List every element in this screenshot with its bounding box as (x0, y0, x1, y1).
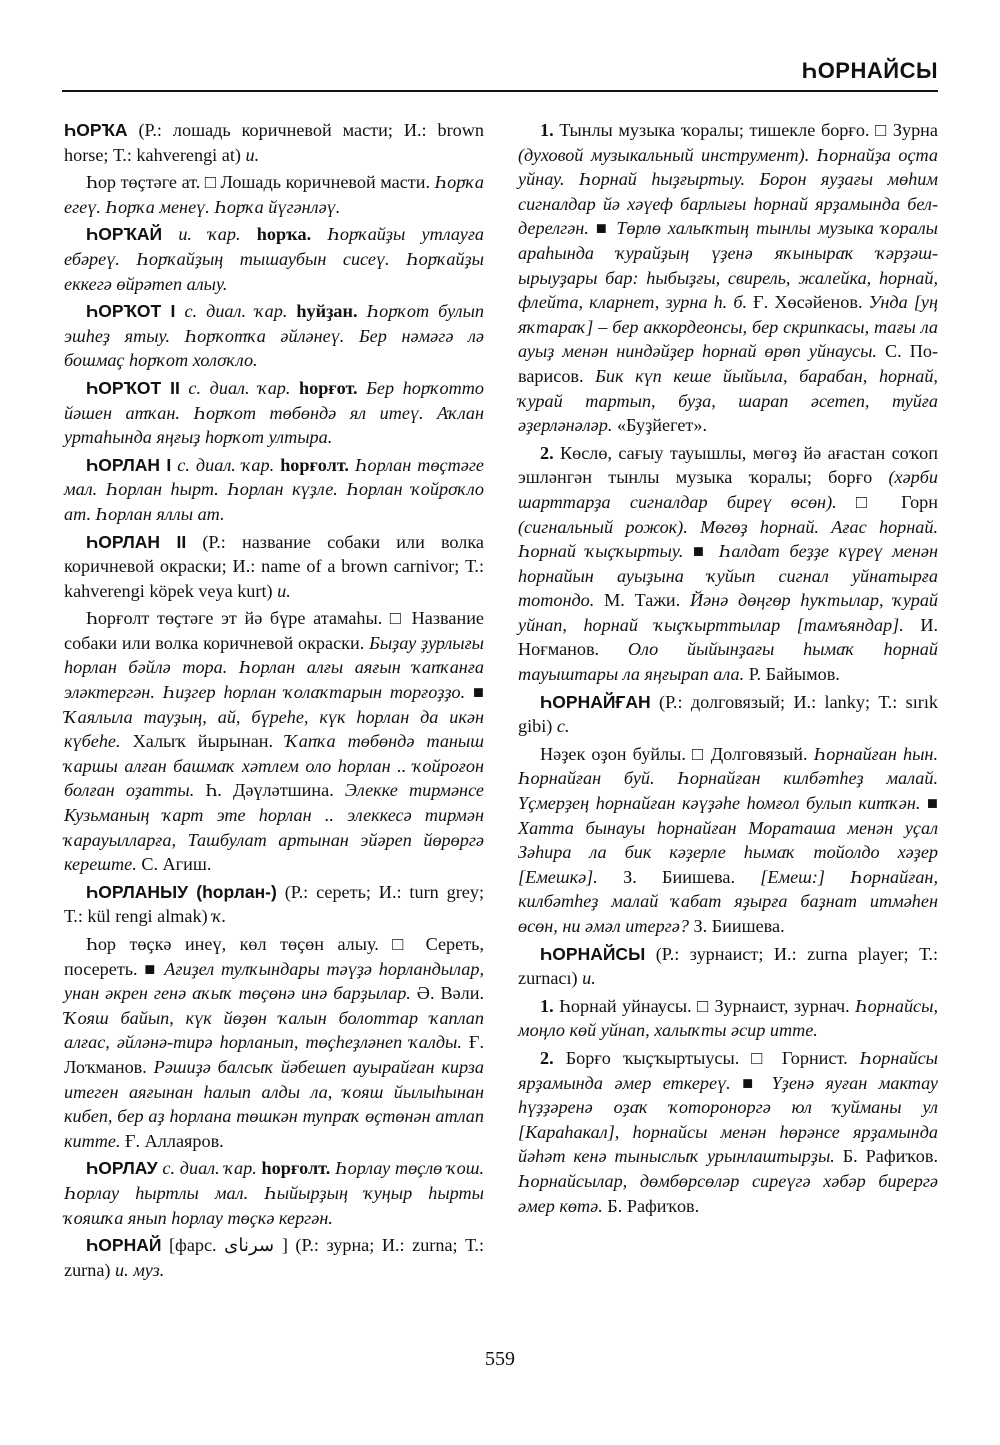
page-number: 559 (485, 1348, 515, 1370)
definition: (Р.: зурнаист; И.: zurna player; Т.: zurnacı) (518, 943, 938, 989)
cross-ref: һорғолт. (261, 1158, 331, 1179)
example: Һорлау төҫлө ҡош. Һорлау һыртлы мал. Һыйырҙың ҡуңыр һырты ҡояшҡа янып һорлау төҫкә кергән. (64, 1158, 485, 1228)
entry-horka (64, 118, 484, 167)
running-head: ҺОРНАЙСЫ (801, 58, 938, 83)
entry-horlan-2 (64, 530, 484, 604)
right-column (518, 118, 938, 1221)
text: Һор төҫтәге ат. □ Лошадь коричневой масти. (86, 172, 435, 193)
example: Элекке тирмәнсе Кузьманың ҡарт эте һорлан .. элеккесә тирмән ҡарауылларға, Ташбулат артынан эйәреп йөрөргә кереште. (64, 780, 484, 875)
headword: ҺОРҠАЙ (86, 224, 163, 245)
cross-ref: һуйҙан. (296, 301, 358, 322)
example: (хәрби шарттарҙа сигналдар биреү өсөн). (518, 467, 938, 512)
definition: [фарс. سرناى ] (Р.: зурна; И.: zurna; Т.: zurna) (64, 1235, 484, 1280)
pos-label: и. (277, 580, 291, 601)
example: Һорнайсылар, дөмбөрсөләр сиреүгә хәбәр бирергә әмер көтә. (518, 1170, 938, 1216)
pos-label: и. ҡар. (162, 224, 257, 245)
example: Унда [уң яҡтараҡ] – бер аккордеонсы, бер скрипкасы, тағы ла ауыҙ менән ниндәйҙер һорнай өрөп уйнаусы. (518, 292, 939, 362)
headword: ҺОРНАЙСЫ (540, 943, 646, 964)
text: З. Биишева. (688, 916, 785, 936)
text: И. Ноғманов. (518, 614, 939, 660)
entry-hornay (64, 1233, 484, 1282)
definition: (Р.: сереть; И.: turn grey; Т.: kül rengi almak) (64, 881, 484, 927)
headword: ҺОРЛАН I (86, 454, 172, 475)
example: Ҡаялыла тауҙың, ай, бүреһе, күк һорлан да икән күбеһе. (64, 706, 484, 752)
pos-label: и. муз. (115, 1259, 165, 1280)
text: ■ (588, 218, 617, 239)
headword: ҺОРЛАН II (86, 531, 187, 552)
example: Быҙау ҙурлығы һорлан бәйлә тора. Һорлан алғы аяғын ҡапҡанға эләктергән. Һиҙгер һорлан ҡолаҡтарын торғоҙҙо. (64, 632, 484, 703)
entry-horlau (64, 1156, 484, 1230)
text: С. Агиш. (136, 854, 212, 875)
entry-horka-body (64, 170, 484, 219)
text: Көслө, сағыу тауышлы, мөгөҙ йә ағастан соҡоп эшләнгән тынлы музыка ҡоралы; борғо (518, 442, 938, 488)
pos-label: ҡ. (212, 906, 227, 927)
text: Р. Байымов. (744, 664, 840, 685)
sense-hornay-2 (518, 441, 938, 687)
entry-hornaysy (518, 942, 938, 991)
entry-horkay (64, 222, 484, 296)
entry-horkot-1 (64, 299, 484, 373)
cross-ref: һорғолт. (280, 454, 349, 475)
sense-hornaysy-1 (518, 994, 938, 1043)
definition: (Р.: лошадь коричневой масти; И.: brown horse; Т.: kahverengi at) (64, 120, 484, 165)
left-column (64, 118, 484, 1285)
headword: ҺОРНАЙҒАН (540, 691, 651, 712)
text: Һор төҫкә инеү, көл төҫөн алыу. □ Сереть, посереть. ■ (64, 934, 484, 979)
pos-label: с. диал. ҡар. (179, 377, 300, 398)
headword: ҺОРНАЙ (86, 1235, 162, 1256)
sense-hornaysy-2 (518, 1046, 938, 1218)
example: [Емеш:] Һорнайған, килбәтһеҙ малай ҡабат яҙырға баҙнат итмәһен өсөн, ни әмәл итергә? (518, 866, 938, 936)
example: (сигнальный рожок). Мөгөҙ һорнай. Ағас һорнай. Һорнай ҡыҫҡыртыу. (518, 516, 938, 562)
example: Ҡапҡа төбөндә таныш ҡаршы алған башмаҡ хәтлем оло һорлан .. ҡойроғон болған оҙатты. (64, 731, 484, 801)
entry-horkot-2 (64, 376, 484, 450)
example: Һорнайсы, моңло көй уйнап, халыҡты әсир итте. (518, 995, 938, 1041)
entry-horlan-2-body (64, 606, 484, 877)
pos-label: и. (582, 968, 596, 989)
pos-label: с. диал. ҡар. (171, 454, 281, 475)
entry-horlan-1 (64, 453, 484, 527)
example: Һорҡайҙы утлауға ебәреү. Һорҡайҙың тышаубын сисеү. Һорҡайҙы еккегә өйрәтеп алыу. (64, 224, 485, 294)
headword-stem: (һорлан-) (188, 881, 277, 902)
example: Төрлө халыҡтың тынлы музыка ҡоралы араһында ҡурайҙың үҙенә яҡыныраҡ ҡәрҙәш-ырыуҙары бар: һыбыҙғы, свирель, жалейка, һорнай, флейта, кларнет, зурна һ. б. (518, 218, 938, 313)
example: Үҙенә яуған мактау һүҙҙәренә оҙаҡ ҡотороноргә юл ҡуйманы ул [Караһакал], һорнайсы менән һөрәнсе ярҙамында йәһәт кенә тыныслыҡ урынлаштырҙы. (518, 1072, 938, 1167)
text: С. Поварисов. (518, 341, 938, 386)
text: Халыҡ йырынан. (120, 731, 286, 752)
cross-ref: һорғот. (299, 377, 358, 398)
example: Һорҡа егеү. Һорҡа менеү. Һорҡа йүгәнләү. (64, 172, 484, 217)
example: Йәнә дөңгөр һуҡтылар, ҡурай уйнап, һорнай ҡыҫҡырттылар [тамъяндар]. (518, 590, 939, 635)
text: Ғ. Аллаяров. (120, 1130, 224, 1151)
pos-label: с. (556, 716, 570, 737)
text: Борғо ҡыҫҡыртыусы. □ Горнист. (553, 1047, 860, 1068)
example: Бик күп кеше йыйыла, барабан, һорнай, ҡурай тартып, буҙа, шарап әсетеп, туйға әҙерләнәләр. (518, 365, 938, 436)
page-header (62, 52, 938, 92)
text: □ Горн (836, 491, 938, 512)
entry-horlaniu-body (64, 932, 484, 1153)
text: З. Биишева. (597, 866, 761, 887)
definition: (Р.: название собаки или волка коричневой окраски; И.: name of a brown carnivor; Т.: kahverengi köpek veya kurt) (64, 531, 484, 601)
sense-number: 2. (540, 1047, 554, 1068)
text: Нәҙек оҙон буйлы. □ Долговязый. (540, 743, 814, 764)
example: Ағиҙел тулҡындары тәүҙә һорландылар, унан әкрен генә аҡыҡ төҫөнә инә барҙылар. (64, 958, 484, 1004)
sense-number: 1. (540, 995, 554, 1016)
example: Һалдат беҙҙе күреү менән һорнайын ауыҙына ҡуйып сигнал уйнатырға тотондо. (518, 541, 938, 611)
example: Һорлан төҫтәге мал. Һорлан һырт. Һорлан күҙле. Һорлан ҡойроҡло ат. Һорлан яллы ат. (64, 454, 484, 524)
headword: ҺОРҠА (64, 120, 128, 140)
example: (духовой музыкальный инструмент). Һорнайҙа оҫта уйнау. Һорнай һыҙғыртыу. Борон яуҙағы мөһим сигналдар йә хәүеф барлығы һорнай ярҙамында белдерелгән. (518, 144, 938, 239)
entry-horlaniu (64, 880, 484, 929)
text: Ғ. Лоҡманов. (64, 1032, 484, 1077)
text: ■ (465, 682, 484, 703)
text: Б. Рафиҡов. (834, 1146, 938, 1167)
text: Һорғолт төҫтәге эт йә бүре атамаһы. □ Название собаки или волка коричневой окраски. (64, 608, 484, 653)
text: ■ (730, 1072, 772, 1093)
example: Һорнайсы ярҙамында әмер еткереү. (518, 1047, 938, 1093)
text: Һорнай уйнаусы. □ Зурнаист, зурнач. (553, 995, 856, 1016)
pos-label: с. диал. ҡар. (175, 301, 297, 322)
example: Ҡояш байып, күк йөҙөн ҡалын болоттар ҡаплап алғас, әйләнә-тирә һорланып, төҫһеҙләнеп ҡалды. (64, 1007, 484, 1053)
cross-ref: һорҡа. (256, 224, 312, 245)
text: Б. Рафиҡов. (602, 1195, 700, 1216)
text: Тынлы музыка ҡоралы; тишекле борғо. □ Зурна (553, 120, 938, 140)
entry-hornaygan (518, 690, 938, 739)
text: ■ (683, 541, 719, 562)
text: Ғ. Хөсәйенов. (747, 292, 869, 313)
text: М. Тажи. (594, 590, 690, 611)
text: Һ. Дәүләтшина. (194, 780, 345, 801)
headword: ҺОРҠОТ I (86, 301, 176, 322)
example: Оло йыйынҙағы һымаҡ һорнай тауыштары ла яңғырап ала. (518, 639, 938, 685)
example: Рәшиҙә балсыҡ йәбешеп ауырайған кирза итеген аяғынан һалып алды ла, ҡояш йылыһынан кибеп, бер аҙ һорлана төшкән тупраҡ өҫтөнән атлап китте. (64, 1056, 484, 1151)
pos-label: и. (245, 144, 260, 165)
example: Хатта бынауы һорнайған Мораташа менән уҫал Зәһира ла бик кәҙерле һымаҡ тойолдо хәҙер [Емешкә]. (518, 817, 938, 887)
text: «Буҙйегет». (612, 415, 707, 436)
sense-hornay-1 (518, 118, 938, 438)
headword: ҺОРЛАНЫУ (86, 881, 189, 902)
sense-number: 1. (540, 120, 554, 140)
text: ■ (920, 793, 938, 814)
pos-label: с. диал. ҡар. (157, 1158, 262, 1179)
headword: ҺОРЛАУ (86, 1158, 158, 1179)
text: Ә. Вәли. (410, 983, 484, 1004)
example: Бер һорҡотто йәшен атҡан. Һорҡот төбөндә ял итеү. Аҡлан уртаһында яңғыҙ һорҡот ултыра. (64, 377, 484, 448)
example: Һорҡот булып эшһеҙ ятыу. Һорҡотҡа әйләнеү. Бер нәмәгә лә бошмаҫ һорҡот холоҡло. (64, 301, 485, 371)
sense-number: 2. (540, 442, 554, 463)
headword: ҺОРҠОТ II (86, 377, 180, 398)
entry-hornaygan-body (518, 742, 938, 939)
example: Һорнайған һын. Һорнайған буй. Һорнайған килбәтһеҙ малай. Үҫмерҙең һорнайған кәүҙәһе һомғол булып китҡән. (518, 743, 938, 814)
definition: (Р.: долговязый; И.: lanky; Т.: sırık gibi) (518, 691, 938, 737)
